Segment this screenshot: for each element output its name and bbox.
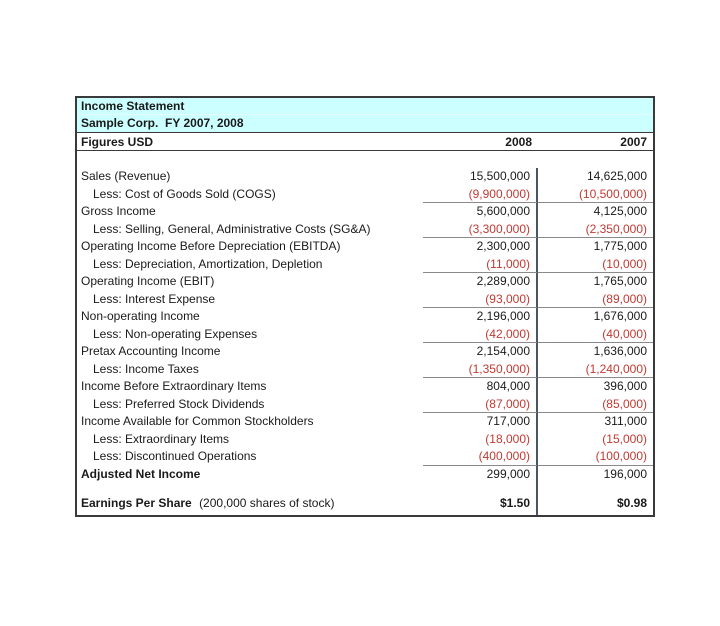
row-value-2007: 1,765,000 <box>593 274 647 288</box>
table-row <box>77 291 653 309</box>
row-label: Non-operating Income <box>81 309 200 323</box>
row-value-2007: (100,000) <box>538 448 653 466</box>
row-label: Less: Non-operating Expenses <box>93 326 258 341</box>
income-statement-table <box>75 96 655 517</box>
eps-label-cell <box>77 491 423 515</box>
table-row <box>77 343 653 361</box>
row-value-2008: (93,000) <box>423 291 538 309</box>
gap-label-cell <box>77 483 423 491</box>
table-row <box>77 378 653 396</box>
row-label: Adjusted Net Income <box>81 466 201 481</box>
row-value-2007: 4,125,000 <box>593 204 647 218</box>
row-value-2007: 311,000 <box>604 414 647 428</box>
col-header-2007: 2007 <box>620 135 647 149</box>
row-label: Operating Income Before Depreciation (EBITDA) <box>81 239 341 253</box>
table-row <box>77 431 653 449</box>
row-label: Sales (Revenue) <box>81 169 171 183</box>
row-value-2008: (1,350,000) <box>423 361 538 379</box>
blank-spacer-row <box>77 151 653 168</box>
table-row <box>77 326 653 344</box>
column-header-row <box>77 133 653 151</box>
row-value-2008: 717,000 <box>423 413 538 431</box>
col-header-2008: 2008 <box>505 135 532 149</box>
row-value-2007: (1,240,000) <box>538 361 653 379</box>
table-row <box>77 361 653 379</box>
eps-value-2007: $0.98 <box>616 496 647 510</box>
row-value-2008: (87,000) <box>423 396 538 414</box>
row-label: Less: Interest Expense <box>93 291 216 306</box>
row-label: Less: Preferred Stock Dividends <box>93 396 265 411</box>
table-row <box>77 168 653 186</box>
row-value-2007: (89,000) <box>538 291 653 309</box>
row-value-2008: 2,300,000 <box>423 238 538 256</box>
row-value-2007: (10,500,000) <box>538 186 653 204</box>
gap-2007-cell <box>538 483 653 491</box>
table-row <box>77 186 653 204</box>
row-label: Less: Cost of Goods Sold (COGS) <box>93 186 276 201</box>
col-header-figures-usd: Figures USD <box>81 135 154 149</box>
eps-value-2008: $1.50 <box>423 491 538 515</box>
table-row <box>77 238 653 256</box>
row-value-2007: 196,000 <box>603 466 647 481</box>
row-value-2008: (9,900,000) <box>423 186 538 204</box>
row-value-2007: (10,000) <box>538 256 653 274</box>
row-value-2008: (3,300,000) <box>423 221 538 239</box>
row-value-2007: (2,350,000) <box>538 221 653 239</box>
row-label: Pretax Accounting Income <box>81 344 221 358</box>
table-row <box>77 256 653 274</box>
row-label: Less: Depreciation, Amortization, Depletion <box>93 256 323 271</box>
eps-label: Earnings Per Share <box>81 496 192 510</box>
row-label: Less: Income Taxes <box>93 361 199 376</box>
gap-row <box>77 483 653 491</box>
row-value-2008: (42,000) <box>423 326 538 344</box>
row-value-2007: (15,000) <box>602 431 647 446</box>
row-label: Less: Selling, General, Administrative Costs (SG&A) <box>93 221 371 236</box>
table-row <box>77 448 653 466</box>
row-value-2008: 5,600,000 <box>423 203 538 221</box>
table-row <box>77 308 653 326</box>
row-value-2008: 2,196,000 <box>423 308 538 326</box>
row-value-2007: (40,000) <box>538 326 653 344</box>
row-value-2008: 15,500,000 <box>423 168 538 186</box>
row-value-2008: 299,000 <box>423 466 538 484</box>
row-value-2007: (85,000) <box>538 396 653 414</box>
table-row <box>77 203 653 221</box>
table-row <box>77 413 653 431</box>
row-value-2007: 396,000 <box>603 379 647 393</box>
earnings-per-share-row <box>77 491 653 515</box>
row-label: Income Before Extraordinary Items <box>81 379 267 393</box>
table-title-block <box>77 98 653 133</box>
row-label: Gross Income <box>81 204 156 218</box>
row-label: Less: Extraordinary Items <box>93 431 230 446</box>
table-row <box>77 396 653 414</box>
table-subtitle: Sample Corp. FY 2007, 2008 <box>81 116 244 130</box>
row-label: Operating Income (EBIT) <box>81 274 215 288</box>
row-value-2008: (11,000) <box>423 256 538 274</box>
eps-note: (200,000 shares of stock) <box>199 496 335 510</box>
table-row <box>77 466 653 484</box>
row-value-2008: 2,289,000 <box>423 273 538 291</box>
row-value-2007: 14,625,000 <box>586 169 647 183</box>
row-value-2008: (400,000) <box>423 448 538 466</box>
table-row <box>77 221 653 239</box>
row-value-2007: 1,636,000 <box>593 344 647 358</box>
gap-2008-cell <box>423 483 538 491</box>
row-value-2008: (18,000) <box>423 431 538 449</box>
row-value-2008: 2,154,000 <box>423 343 538 361</box>
row-label: Income Available for Common Stockholders <box>81 414 314 428</box>
row-value-2007: 1,676,000 <box>593 309 647 323</box>
table-row <box>77 273 653 291</box>
table-title: Income Statement <box>77 98 653 115</box>
table-body <box>77 168 653 483</box>
row-value-2008: 804,000 <box>423 378 538 396</box>
row-value-2007: 1,775,000 <box>593 239 647 253</box>
row-label: Less: Discontinued Operations <box>93 449 257 463</box>
